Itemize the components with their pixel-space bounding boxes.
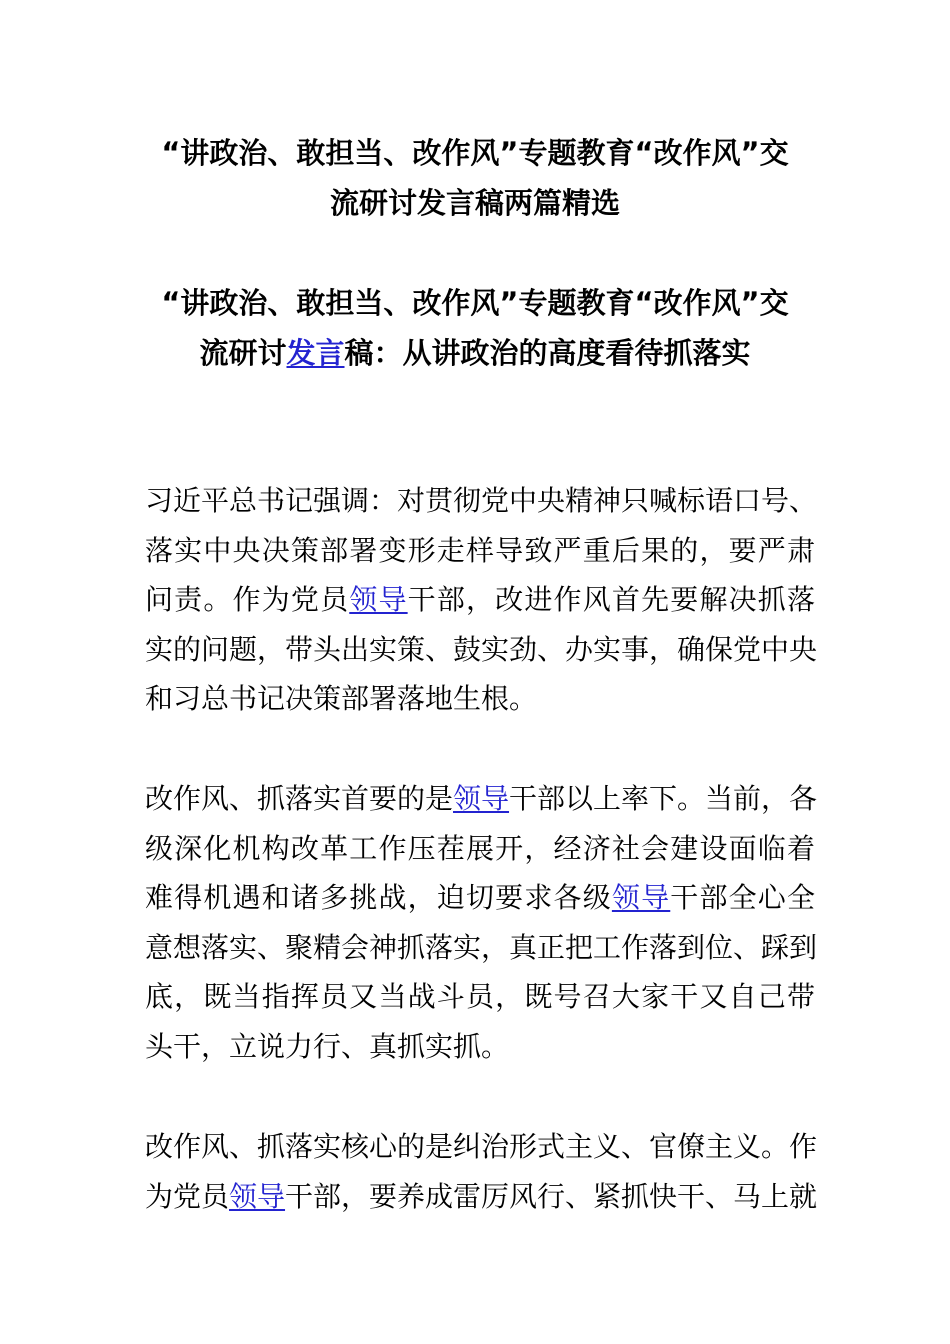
paragraph-line: 改作风、抓落实核心的是纠治形式主义、官僚主义。作 xyxy=(145,1130,818,1163)
paragraph-line: 底，既当指挥员又当战斗员，既号召大家干又自己带 xyxy=(145,980,815,1013)
paragraph-line xyxy=(145,1172,818,1222)
paragraph-line: 级深化机构改革工作压茬展开，经济社会建设面临着 xyxy=(145,831,815,865)
paragraph-line: 习近平总书记强调：对贯彻党中央精神只喊标语口号、 xyxy=(145,484,818,517)
paragraph-line xyxy=(145,575,815,625)
text-segment: 为党员 xyxy=(145,1179,230,1213)
paragraph-2 xyxy=(145,774,818,1071)
text-segment: 干部全心全 xyxy=(670,881,815,914)
paragraph-line: 和习总书记决策部署落地生根。 xyxy=(145,682,538,715)
text-segment: 干部以上率下。当前，各 xyxy=(509,782,818,815)
text-segment: 改作风、抓落实首要的是 xyxy=(145,782,454,815)
paragraph-line xyxy=(145,873,815,923)
paragraph-line: 实的问题，带头出实策、鼓实劲、办实事，确保党中央 xyxy=(145,632,818,666)
link-leader[interactable]: 领导 xyxy=(611,881,671,914)
subtitle-link-speech[interactable]: 发言 xyxy=(286,336,345,370)
paragraph-line xyxy=(145,774,818,824)
paragraph-line: 落实中央决策部署变形走样导致严重后果的，要严肃 xyxy=(145,533,815,567)
paragraph-1 xyxy=(145,476,818,724)
link-leader[interactable]: 领导 xyxy=(229,1179,286,1213)
link-leader[interactable]: 领导 xyxy=(453,782,510,815)
text-segment: 问责。作为党员 xyxy=(145,583,350,616)
title-line-1: “讲政治、敢担当、改作风”专题教育“改作风”交 xyxy=(161,136,789,170)
document-title xyxy=(140,128,810,228)
text-segment: 干部，改进作风首先要解决抓落 xyxy=(407,583,815,616)
subtitle-text-pre: 流研讨 xyxy=(199,336,287,370)
link-leader[interactable]: 领导 xyxy=(349,583,408,616)
subtitle-line-2 xyxy=(140,328,810,378)
subtitle-line-1: “讲政治、敢担当、改作风”专题教育“改作风”交 xyxy=(161,286,789,320)
subtitle-text-post: 稿：从讲政治的高度看待抓落实 xyxy=(344,336,751,370)
paragraph-3 xyxy=(145,1122,818,1221)
paragraph-line: 意想落实、聚精会神抓落实，真正把工作落到位、踩到 xyxy=(145,930,818,964)
text-segment: 难得机遇和诸多挑战，迫切要求各级 xyxy=(145,881,612,914)
title-line-2: 流研讨发言稿两篇精选 xyxy=(329,186,620,220)
paragraph-line: 头干，立说力行、真抓实抓。 xyxy=(145,1029,510,1063)
document-subtitle xyxy=(140,278,810,378)
text-segment: 干部，要养成雷厉风行、紧抓快干、马上就 xyxy=(285,1179,818,1213)
